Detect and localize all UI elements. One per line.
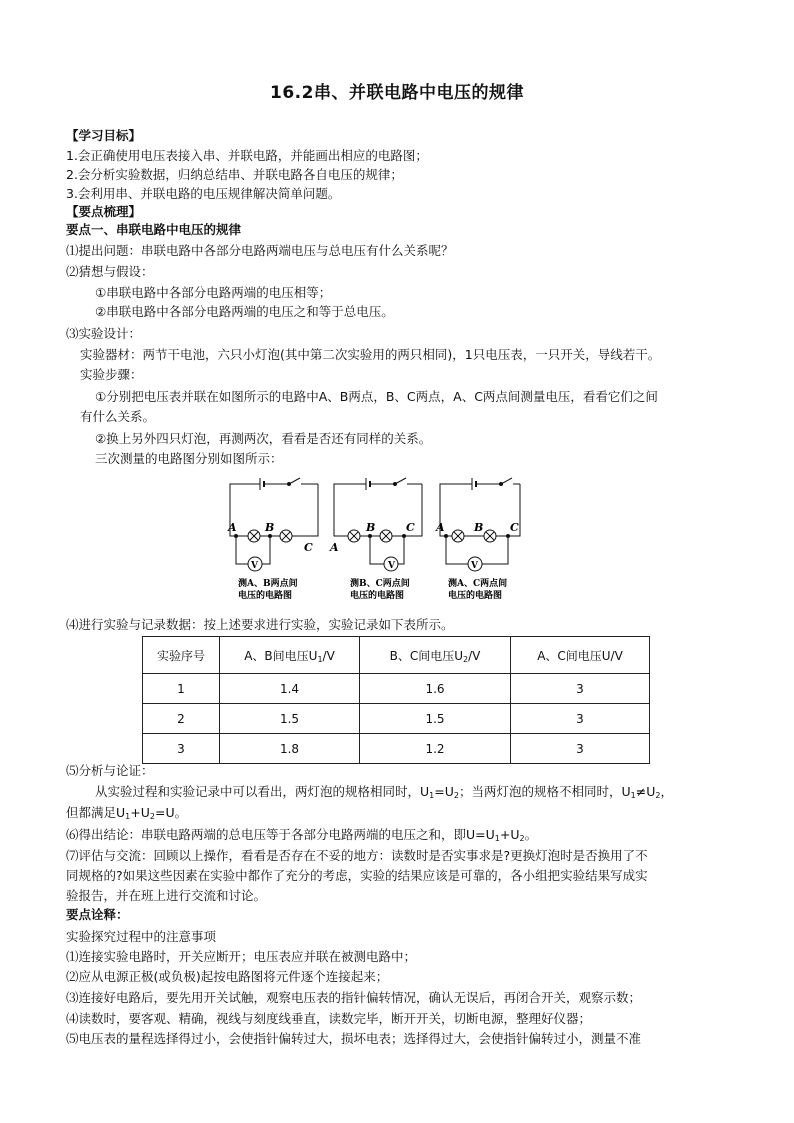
circuit-caption: 测A、C两点间 (448, 579, 508, 589)
analysis-line: 从实验过程和实验记录中可以看出，两灯泡的规格相同时，$U_1=U_2$；当两灯泡的规格不相同时，$U_1\ne U_2$， (95, 784, 673, 800)
text-line: ⑵猜想与假设： (66, 264, 154, 279)
text-line: 三次测量的电路图分别如图所示： (95, 451, 283, 466)
node-label-a: A (436, 521, 445, 534)
table-cell: 2 (143, 704, 220, 734)
table-cell: 3 (511, 734, 650, 764)
text-line: 验报告，并在班上进行交流和讨论。 (66, 888, 267, 903)
table-cell: 3 (511, 674, 650, 704)
circuit-caption: 电压的电路图 (448, 591, 503, 601)
table-header: 实验序号 (143, 637, 220, 674)
text-line: ⑺评估与交流：回顾以上操作，看看是否存在不妥的地方：读数时是否实事求是?更换灯泡时是否换用了不 (66, 848, 648, 863)
table-cell: 1.4 (220, 674, 360, 704)
note-line: ⑵应从电源正极(或负极)起按电路图将元件逐个连接起来； (66, 969, 389, 984)
table-cell: 1.2 (360, 734, 511, 764)
text-line: ②换上另外四只灯泡，再测两次，看看是否还有同样的关系。 (95, 431, 432, 446)
table-header: A、C间电压U/V (511, 637, 650, 674)
text-line: ⑴提出问题：串联电路中各部分电路两端电压与总电压有什么关系呢？ (66, 243, 454, 258)
table-cell: 1.5 (220, 704, 360, 734)
table-cell: 1.6 (360, 674, 511, 704)
voltmeter-label: V (388, 561, 395, 571)
text-line: 实验步骤： (80, 367, 143, 382)
text-line: ⑸分析与论证： (66, 763, 154, 778)
table-header: A、B间电压$U_1/V$ (220, 637, 360, 674)
node-label-c: C (304, 541, 313, 554)
circuit-caption: 电压的电路图 (350, 591, 405, 601)
conclusion-line: ⑹得出结论：串联电路两端的总电压等于各部分电路两端的电压之和，即$U=U_1+U_2$。 (66, 827, 538, 843)
circuit-caption: 电压的电路图 (238, 591, 293, 601)
objective-line: 2.会分析实验数据，归纳总结串、并联电路各自电压的规律； (66, 167, 403, 182)
hypothesis-line: ①串联电路中各部分电路两端的电压相等； (95, 285, 332, 300)
data-table (142, 636, 650, 764)
section-heading: 【要点梳理】 (66, 204, 142, 219)
note-line: ⑶连接好电路后，要先用开关试触，观察电压表的指针偏转情况，确认无误后，再闭合开关，观察示数； (66, 990, 642, 1005)
node-label-b: B (474, 521, 484, 534)
note-line: ⑴连接实验电路时，开关应断开；电压表应并联在被测电路中； (66, 949, 417, 964)
voltmeter-label: V (251, 561, 258, 571)
table-header: B、C间电压$U_2/V$ (360, 637, 511, 674)
circuit-diagrams (222, 472, 522, 604)
table-cell: 1 (143, 674, 220, 704)
node-label-b: B (265, 521, 275, 534)
node-label-a: A (330, 541, 339, 554)
text-line: 有什么关系。 (80, 409, 156, 424)
text-line: 同规格的?如果这些因素在实验中都作了充分的考虑，实验的结果应该是可靠的，各小组把实验结果写成实 (66, 868, 648, 883)
section-heading: 【学习目标】 (66, 128, 142, 143)
table-cell: 1.8 (220, 734, 360, 764)
text-line: 实验探究过程中的注意事项 (66, 929, 217, 944)
table-cell: 3 (511, 704, 650, 734)
text-line: ⑶实验设计： (66, 326, 142, 341)
text-line: ①分别把电压表并联在如图所示的电路中A、B两点，B、C两点，A、C两点间测量电压，看看它们之间 (95, 389, 658, 404)
objective-line: 1.会正确使用电压表接入串、并联电路，并能画出相应的电路图； (66, 148, 428, 163)
node-label-c: C (510, 521, 519, 534)
node-label-a: A (228, 521, 237, 534)
circuit-caption: 测B、C两点间 (350, 579, 410, 589)
page-title: 16.2串、并联电路中电压的规律 (270, 83, 524, 103)
text-line: 实验器材：两节干电池，六只小灯泡(其中第二次实验用的两只相同)，1只电压表，一只开关，导线若干。 (80, 347, 661, 362)
text-line: ⑷进行实验与记录数据：按上述要求进行实验，实验记录如下表所示。 (66, 617, 454, 632)
table-cell: 3 (143, 734, 220, 764)
voltmeter-label: V (471, 561, 478, 571)
objective-line: 3.会利用串、并联电路的电压规律解决简单问题。 (66, 186, 341, 201)
table-row (143, 674, 650, 704)
table-header-row (143, 637, 650, 674)
section-heading: 要点诠释： (66, 907, 129, 922)
circuit-caption: 测A、B两点间 (238, 579, 298, 589)
point-heading: 要点一、串联电路中电压的规律 (66, 222, 242, 237)
note-line: ⑷读数时，要客观、精确，视线与刻度线垂直，读数完毕，断开开关，切断电源，整理好仪器； (66, 1011, 592, 1026)
table-cell: 1.5 (360, 704, 511, 734)
table-row (143, 734, 650, 764)
node-label-b: B (366, 521, 376, 534)
node-label-c: C (406, 521, 415, 534)
table-row (143, 704, 650, 734)
note-line: ⑸电压表的量程选择得过小，会使指针偏转过大，损坏电表；选择得过大，会使指针偏转过小，测量不准 (66, 1031, 642, 1046)
hypothesis-line: ②串联电路中各部分电路两端的电压之和等于总电压。 (95, 304, 394, 319)
analysis-line: 但都满足$U_1+U_2=U$。 (66, 805, 188, 821)
